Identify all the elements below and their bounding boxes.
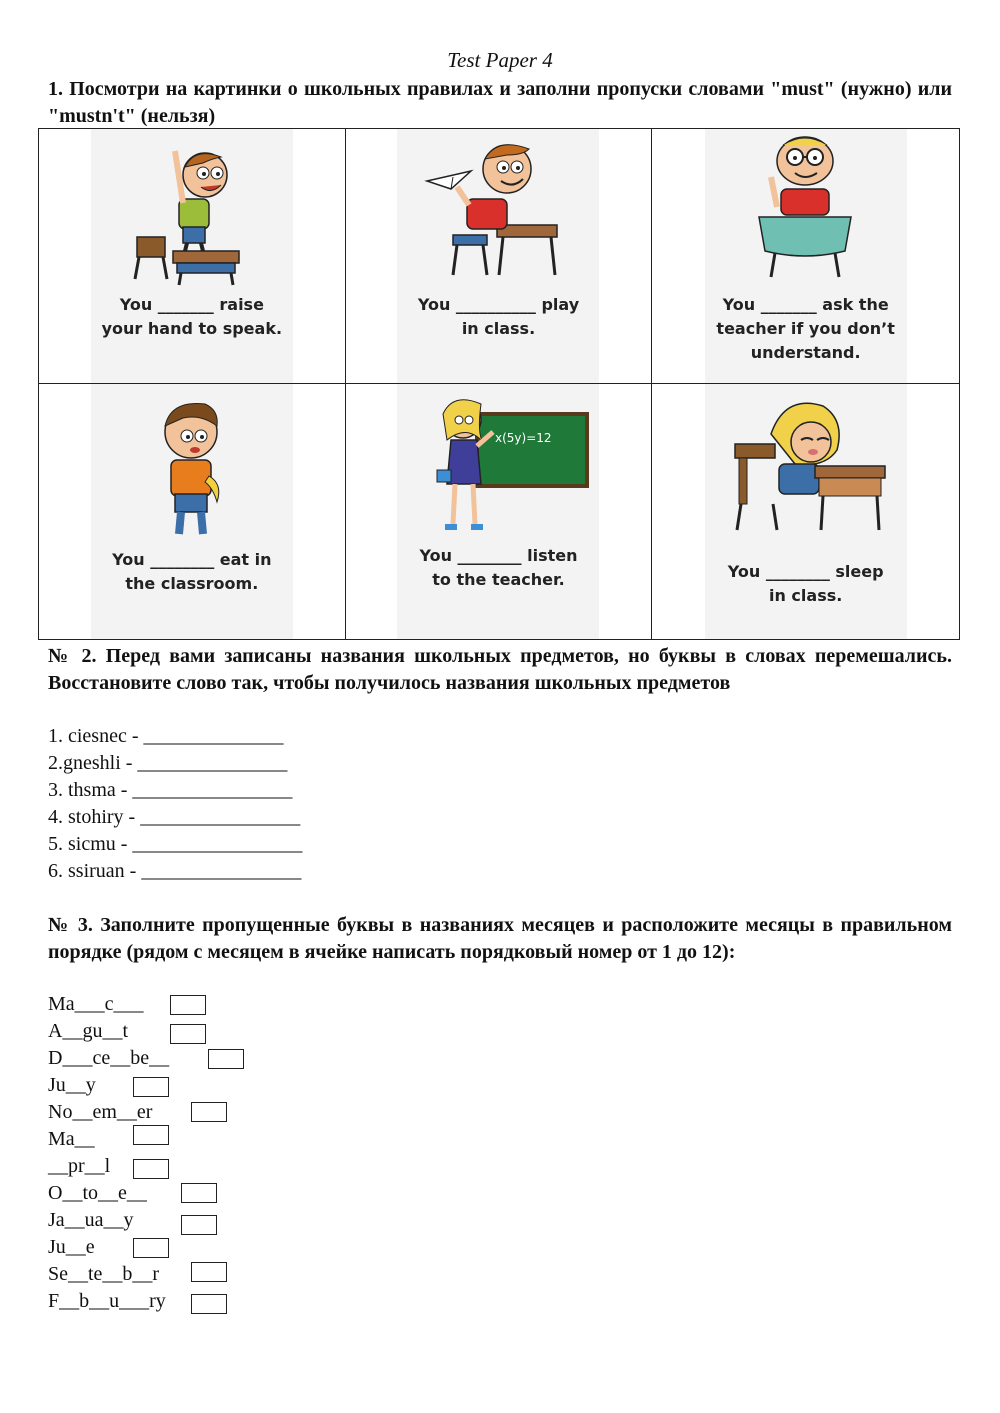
girl-sleeping-illustration [705,384,907,544]
month-item: __pr__l [48,1155,111,1177]
rule-card [39,384,346,639]
month-item: Ju__e [48,1236,95,1258]
scrambled-subjects-list [48,723,302,885]
boy-paper-plane-illustration [397,129,599,289]
order-number-box[interactable] [191,1102,227,1122]
scrambled-word-item: 5. sicmu - _________________ [48,833,303,855]
rule-card [652,384,959,639]
boy-with-glasses-illustration [705,129,907,289]
task2-heading: № 2. Перед вами записаны названия школьных предметов, но буквы в словах перемешались. Восстановите слово так, чтобы получилось названия школьных предметов [48,645,952,694]
task3-heading: № 3. Заполните пропущенные буквы в названиях месяцев и расположите месяцы в правильном порядке (рядом с месяцем в ячейке написать порядковый номер от 1 до 12): [48,914,952,963]
rule-illustration-card [705,129,907,383]
month-item: Ma___c___ [48,993,144,1015]
month-item: D___ce__be__ [48,1047,170,1069]
month-item: O__to__e__ [48,1182,147,1204]
order-number-box[interactable] [133,1077,169,1097]
boy-eating-banana-illustration [91,384,293,544]
boy-on-desk-illustration [91,129,293,289]
scrambled-word-item: 1. ciesnec - ______________ [48,725,284,747]
month-item: Ju__y [48,1074,96,1096]
scrambled-word-item: 3. thsma - ________________ [48,779,293,801]
rule-illustration-card [91,384,293,639]
rule-caption: You ________ sleep in class. [727,562,884,605]
rule-card [39,129,346,384]
scrambled-word-item: 4. stohiry - ________________ [48,806,301,828]
rule-caption: You __________ play in class. [417,295,580,338]
order-number-box[interactable] [133,1238,169,1258]
order-number-box[interactable] [208,1049,244,1069]
order-number-box[interactable] [170,1024,206,1044]
rule-caption: You _______ ask the teacher if you don’t understand. [716,295,895,362]
order-number-box[interactable] [181,1215,217,1235]
scrambled-word-item: 2.gneshli - _______________ [48,752,288,774]
rule-card [652,129,959,384]
month-item: Ja__ua__y [48,1209,134,1231]
month-item: A__gu__t [48,1020,128,1042]
rule-card [346,129,653,384]
order-number-box[interactable] [170,995,206,1015]
order-number-box[interactable] [191,1294,227,1314]
rule-caption: You ________ listen to the teacher. [419,546,578,589]
teacher-blackboard-illustration [397,384,599,544]
rule-illustration-card [397,129,599,383]
order-number-box[interactable] [133,1159,169,1179]
month-item: Se__te__b__r [48,1263,160,1285]
month-item: No__em__er [48,1101,153,1123]
blackboard-equation: x(5y)=12 [495,431,553,445]
order-number-box[interactable] [181,1183,217,1203]
rule-caption: You _______ raise your hand to speak. [101,295,283,338]
rule-illustration-card [91,129,293,383]
month-item: Ma__ [48,1128,95,1150]
rule-illustration-card [397,384,599,639]
scrambled-word-item: 6. ssiruan - ________________ [48,860,302,882]
order-number-box[interactable] [133,1125,169,1145]
month-item: F__b__u___ry [48,1290,166,1312]
rule-illustration-card [705,384,907,639]
rule-card [346,384,653,639]
page-title: Test Paper 4 [447,48,553,72]
task1-heading: 1. Посмотри на картинки о школьных правилах и заполни пропуски словами "must" (нужно) или "mustn't" (нельзя) [48,78,952,127]
school-rules-grid [38,128,960,640]
rule-caption: You ________ eat in the classroom. [112,550,272,593]
order-number-box[interactable] [191,1262,227,1282]
